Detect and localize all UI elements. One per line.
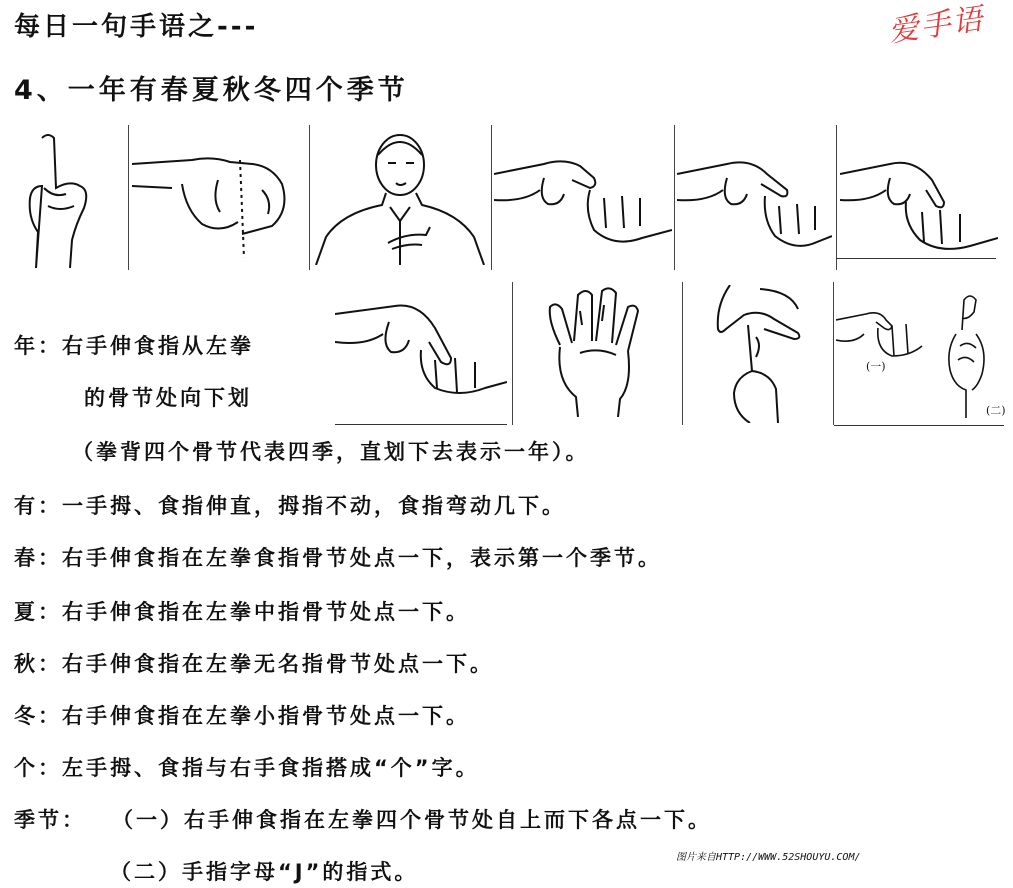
entry-text: 右手伸食指在左拳无名指骨节处点一下。 (62, 652, 494, 676)
entry-text: （一）右手伸食指在左拳四个骨节处自上而下各点一下。 (112, 808, 712, 832)
entry-dong (14, 700, 470, 730)
sign-illustration-xia (677, 150, 832, 260)
entry-label: 季节： (14, 808, 86, 832)
sign-illustration-yi (14, 128, 126, 268)
entry-qiu (14, 648, 494, 678)
entry-xia (14, 596, 470, 626)
entry-label: 冬： (14, 704, 62, 728)
sign-illustration-chun (494, 150, 672, 260)
entry-you (14, 490, 566, 520)
page-title: 每日一句手语之--- (14, 12, 259, 42)
entry-ge (14, 752, 480, 782)
entry-text: 右手伸食指在左拳小指骨节处点一下。 (62, 704, 470, 728)
sign-illustration-qiu (840, 150, 998, 258)
entry-label: 有： (14, 494, 62, 518)
entry-text: 的骨节处向下划 (84, 386, 252, 410)
sign-illustration-si (520, 285, 680, 417)
entry-nian-line-3 (72, 436, 590, 466)
entry-nian-line-2 (84, 382, 252, 412)
entry-text: 右手伸食指在左拳中指骨节处点一下。 (62, 600, 470, 624)
entry-text: 左手拇、食指与右手食指搭成“个”字。 (62, 756, 480, 780)
sign-illustration-nian (132, 150, 307, 260)
entry-jijie-1 (14, 804, 712, 834)
entry-label: 年： (14, 334, 62, 358)
entry-label: 春： (14, 546, 62, 570)
caption-two: (二) (986, 404, 1006, 417)
entry-chun (14, 542, 662, 572)
caption-one: (一) (866, 360, 886, 373)
entry-label: 个： (14, 756, 62, 780)
entry-label: 秋： (14, 652, 62, 676)
lesson-subtitle: 4、一年有春夏秋冬四个季节 (14, 75, 409, 106)
entry-nian-line-1 (14, 330, 254, 360)
source-note: 图片来自HTTP://WWW.52SHOUYU.COM/ (676, 852, 861, 863)
entry-label: 夏： (14, 600, 62, 624)
sign-illustration-you (312, 125, 488, 265)
entry-text: （二）手指字母“J”的指式。 (110, 860, 419, 884)
sign-illustration-jijie-2 (932, 290, 996, 418)
entry-text: （拳背四个骨节代表四季，直划下去表示一年）。 (72, 440, 590, 464)
site-logo-stamp: 爱手语 (886, 1, 987, 50)
entry-text: 一手拇、食指伸直，拇指不动，食指弯动几下。 (62, 494, 566, 518)
sign-illustration-ge (690, 285, 825, 423)
entry-jijie-2 (110, 856, 418, 886)
entry-text: 右手伸食指在左拳食指骨节处点一下，表示第一个季节。 (62, 546, 662, 570)
entry-text: 右手伸食指从左拳 (62, 334, 254, 358)
sign-illustration-dong (335, 292, 507, 400)
